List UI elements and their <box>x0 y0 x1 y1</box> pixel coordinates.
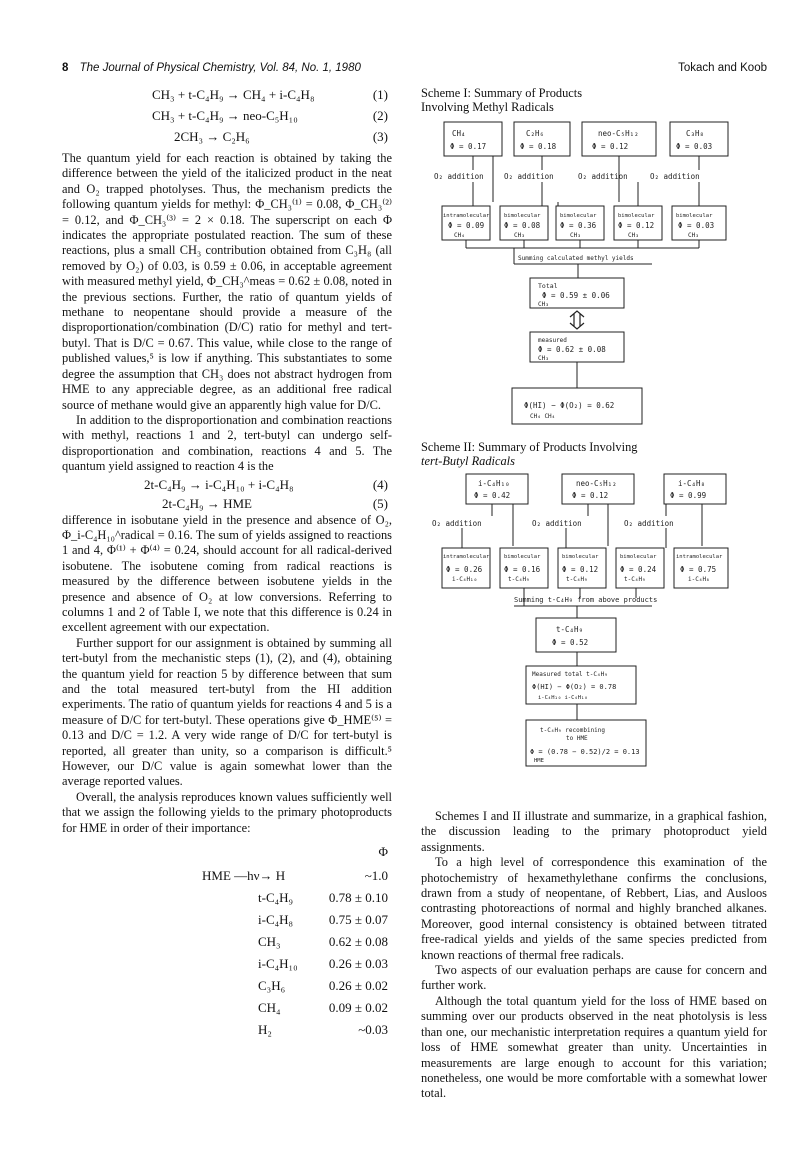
paragraph: Overall, the analysis reproduces known values sufficiently well that we assign the following yields to the primary photoproducts for HME in order of their importance: <box>62 789 392 835</box>
s2-summing-label: Summing t-C₄H₉ from above products <box>514 596 658 604</box>
svg-text:O₂ addition: O₂ addition <box>650 172 700 181</box>
svg-text:bimolecular: bimolecular <box>676 213 713 219</box>
yield-table <box>62 844 392 1044</box>
svg-text:t-C₄H₉ recombining: t-C₄H₉ recombining <box>540 727 606 734</box>
equation-1: CH₃ + t-C₄H₉ → CH₄ + i-C₄H₈ (1) <box>152 87 388 102</box>
svg-text:Φ = 0.12: Φ = 0.12 <box>562 565 599 574</box>
table-row: i-C₄H₈ 0.75 ± 0.07 <box>258 912 388 928</box>
svg-text:Φ = 0.75: Φ = 0.75 <box>680 565 717 574</box>
left-column <box>62 84 392 1044</box>
s1-box-label: CH₄ <box>452 129 466 138</box>
paragraph: Two aspects of our evaluation perhaps are cause for concern and further work. <box>421 963 767 993</box>
s1-ratio: Φ(HI) − Φ(O₂) = 0.62 <box>524 401 615 410</box>
scheme1-diagram <box>434 118 738 434</box>
svg-text:Total: Total <box>538 282 558 290</box>
svg-text:CH₃: CH₃ <box>538 355 549 362</box>
svg-text:bimolecular: bimolecular <box>620 554 657 560</box>
svg-text:O₂ addition: O₂ addition <box>504 172 554 181</box>
svg-text:Φ = 0.03: Φ = 0.03 <box>678 221 715 230</box>
svg-text:O₂ addition: O₂ addition <box>532 519 582 528</box>
svg-text:Φ = 0.42: Φ = 0.42 <box>474 491 511 500</box>
svg-text:Φ = 0.24: Φ = 0.24 <box>620 565 657 574</box>
svg-text:i-C₄H₁₀ i-C₄H₁₀: i-C₄H₁₀ i-C₄H₁₀ <box>538 695 588 701</box>
table-row: CH₄ 0.09 ± 0.02 <box>258 1000 388 1016</box>
s2-measured-expr: Φ(HI) − Φ(O₂) = 0.78 <box>532 683 617 691</box>
equation-3: 2CH₃ → C₂H₆ (3) <box>174 129 388 144</box>
table-row: i-C₄H₁₀ 0.26 ± 0.03 <box>258 956 388 972</box>
svg-text:CH₃: CH₃ <box>538 301 549 308</box>
svg-text:to HME: to HME <box>566 735 588 742</box>
svg-text:i-C₄H₈: i-C₄H₈ <box>688 576 710 583</box>
paragraph: Further support for our assignment is obtained by summing all tert-butyl from the mechanistic steps (1), (2), and (4), obtaining the quantum yield for reaction 5 by difference between that sum and the total measured tert-butyl from the HI addition experiments. The ratio of quantum yields for reactions 4 and 5 is a measure of D/C for tert-butyl. These operations give Φ_HME⁽⁵⁾ = 0.13 and D/C = 1.2. A very wide range of D/C for tert-butyl is reported, all greater than unity, so a comparison is difficult.⁵ However, our D/C value is again somewhat lower than the average reported values. <box>62 635 392 789</box>
table-row: HME —hν→ H ~1.0 <box>202 868 388 884</box>
svg-text:CH₃: CH₃ <box>514 232 525 239</box>
svg-text:Φ = 0.18: Φ = 0.18 <box>520 142 557 151</box>
svg-text:i-C₄H₈: i-C₄H₈ <box>678 479 706 488</box>
svg-text:HME: HME <box>534 758 544 764</box>
svg-text:CH₃: CH₃ <box>628 232 639 239</box>
svg-text:bimolecular: bimolecular <box>562 554 599 560</box>
s1-box-phi: Φ = 0.17 <box>450 142 487 151</box>
svg-text:t-C₄H₉: t-C₄H₉ <box>624 576 646 583</box>
svg-text:CH₃: CH₃ <box>570 232 581 239</box>
svg-text:intramolecular: intramolecular <box>443 554 490 560</box>
svg-text:Φ = 0.03: Φ = 0.03 <box>676 142 713 151</box>
paragraph: Schemes I and II illustrate and summarize, in a graphical fashion, the discussion leading to the primary photoproduct yield assignments. <box>421 809 767 854</box>
s1-total-value: Φ = 0.59 ± 0.06 <box>542 291 610 300</box>
svg-text:t-C₄H₉: t-C₄H₉ <box>508 576 530 583</box>
svg-text:O₂ addition: O₂ addition <box>578 172 628 181</box>
svg-text:Φ = 0.12: Φ = 0.12 <box>592 142 629 151</box>
svg-text:measured: measured <box>538 337 567 344</box>
running-header <box>62 62 767 78</box>
svg-text:CH₄ CH₄: CH₄ CH₄ <box>530 413 556 420</box>
scheme2-title: Scheme II: Summary of Products Involving tert-Butyl Radicals <box>421 440 638 468</box>
svg-text:Φ = 0.36: Φ = 0.36 <box>560 221 597 230</box>
svg-text:t-C₄H₉: t-C₄H₉ <box>566 576 588 583</box>
svg-text:Φ = 0.12: Φ = 0.12 <box>572 491 609 500</box>
svg-text:Φ = 0.08: Φ = 0.08 <box>504 221 541 230</box>
svg-text:bimolecular: bimolecular <box>504 213 541 219</box>
svg-text:intramolecular: intramolecular <box>443 213 490 219</box>
svg-text:Φ = 0.16: Φ = 0.16 <box>504 565 541 574</box>
table-row: H₂ ~0.03 <box>258 1022 388 1038</box>
svg-text:O₂ addition: O₂ addition <box>624 519 674 528</box>
svg-text:Φ = 0.99: Φ = 0.99 <box>670 491 707 500</box>
scheme1-title: Scheme I: Summary of Products Involving Methyl Radicals <box>421 86 583 114</box>
phi-header: Φ <box>378 844 388 860</box>
svg-text:Φ = 0.12: Φ = 0.12 <box>618 221 655 230</box>
svg-text:CH₄: CH₄ <box>454 232 465 239</box>
s2-box-label: i-C₄H₁₀ <box>478 479 510 488</box>
table-row: t-C₄H₉ 0.78 ± 0.10 <box>258 890 388 906</box>
svg-text:intramolecular: intramolecular <box>676 554 723 560</box>
paragraph: In addition to the disproportionation and combination reactions with methyl, reactions 1 and 2, tert-butyl can undergo self-disproportionation and combination, reactions 4 and 5. The quantum yield assigned to reaction 4 is the <box>62 412 392 474</box>
journal-citation: The Journal of Physical Chemistry, Vol. 84, No. 1, 1980 <box>79 62 361 74</box>
svg-text:bimolecular: bimolecular <box>560 213 597 219</box>
s1-measured-value: Φ = 0.62 ± 0.08 <box>538 345 606 354</box>
svg-text:Measured total t-C₄H₉: Measured total t-C₄H₉ <box>532 671 608 678</box>
svg-text:Φ = 0.09: Φ = 0.09 <box>448 221 485 230</box>
s2-recomb-expr: Φ = (0.78 − 0.52)/2 = 0.13 <box>530 748 640 756</box>
svg-text:Φ = 0.26: Φ = 0.26 <box>446 565 483 574</box>
svg-text:C₃H₈: C₃H₈ <box>686 129 705 138</box>
svg-text:neo-C₅H₁₂: neo-C₅H₁₂ <box>598 129 639 138</box>
paragraph: Although the total quantum yield for the loss of HME based on summing over our products observed in the neat photolysis is less than one, our mechanistic interpretation requires a quantum yield for loss of HME somewhat greater than unity. Uncertainties in measurements are large enough to account for this variation; nonetheless, one would be more comfortable with a somewhat lower total. <box>421 993 767 1101</box>
s2-total-value: Φ = 0.52 <box>552 638 589 647</box>
svg-text:t-C₄H₉: t-C₄H₉ <box>556 625 584 634</box>
s2-o2-label: O₂ addition <box>432 519 482 528</box>
right-column-text <box>421 809 767 1102</box>
table-row: CH₃ 0.62 ± 0.08 <box>258 934 388 950</box>
equation-5: 2t-C₄H₉ → HME (5) <box>162 495 388 511</box>
page-number: 8 <box>62 62 69 74</box>
svg-text:bimolecular: bimolecular <box>504 554 541 560</box>
authors: Tokach and Koob <box>678 62 767 74</box>
paragraph: To a high level of correspondence this examination of the photochemistry of hexamethylethane confirms the conclusions, drawn from a study of neopentane, of Rebbert, Lias, and Ausloos contrasting photoreactions of normal and highly branched alkanes. Moreover, good internal consistency is obtained between titrated free-radical yields and yields of the same species predicted from known reactions of thermal free radicals. <box>421 855 767 962</box>
s1-o2-label: O₂ addition <box>434 172 484 181</box>
scheme2-diagram <box>432 470 738 784</box>
paragraph: The quantum yield for each reaction is obtained by taking the difference between the yield of the italicized product in the neat and O₂ trapped photolyses. Thus, the mechanism predicts the following quantum yields for methyl: Φ_CH₃⁽¹⁾ = 0.08, Φ_CH₃⁽²⁾ = 0.12, and Φ_CH₃⁽³⁾ = 2 × 0.18. The superscript on each Φ indicates the appropriate postulated reaction. The sum of these reactions, plus a small CH₃ contribution obtained from C₃H₈ (all removed by O₂) of 0.03, is 0.59 ± 0.06, in acceptable agreement with measured methyl yield, Φ_CH₃^meas = 0.62 ± 0.08, noted in the previous sections. Further, the ratio of quantum yields of methane to neopentane should provide a measure of the disproportionation/combination (D/C) ratio for methyl and tert-butyl. That is D/C = 0.67. This value, while close to the range of published values,⁵ is low if anything. This substantiates to some degree the assumption that CH₃ does not abstract hydrogen from HME to any appreciable degree, as an additional free radical source of methane would give an apparently high value for D/C. <box>62 151 392 412</box>
svg-text:neo-C₅H₁₂: neo-C₅H₁₂ <box>576 479 617 488</box>
equation-4: 2t-C₄H₉ → i-C₄H₁₀ + i-C₄H₈ (4) <box>144 476 388 492</box>
table-row: C₃H₆ 0.26 ± 0.02 <box>258 978 388 994</box>
paragraph: difference in isobutane yield in the presence and absence of O₂, Φ_i-C₄H₁₀^radical = 0.16. The sum of yields assigned to reactions 1 and 4, Φ⁽¹⁾ + Φ⁽⁴⁾ = 0.24, should account for all radical-derived isobutene. The isobutene coming from radical reactions is measured by the difference between isobutene yields in the presence and absence of O₂ at low conversions. Referring to columns 1 and 2 of Table I, we note that this difference is 0.24 in excellent agreement with our expectation. <box>62 512 392 635</box>
s1-summing-label: Summing calculated methyl yields <box>518 255 634 262</box>
svg-text:bimolecular: bimolecular <box>618 213 655 219</box>
svg-text:CH₃: CH₃ <box>688 232 699 239</box>
equation-2: CH₃ + t-C₄H₉ → neo-C₅H₁₀ (2) <box>152 108 388 123</box>
svg-text:C₂H₆: C₂H₆ <box>526 129 545 138</box>
svg-text:i-C₄H₁₀: i-C₄H₁₀ <box>452 576 478 583</box>
